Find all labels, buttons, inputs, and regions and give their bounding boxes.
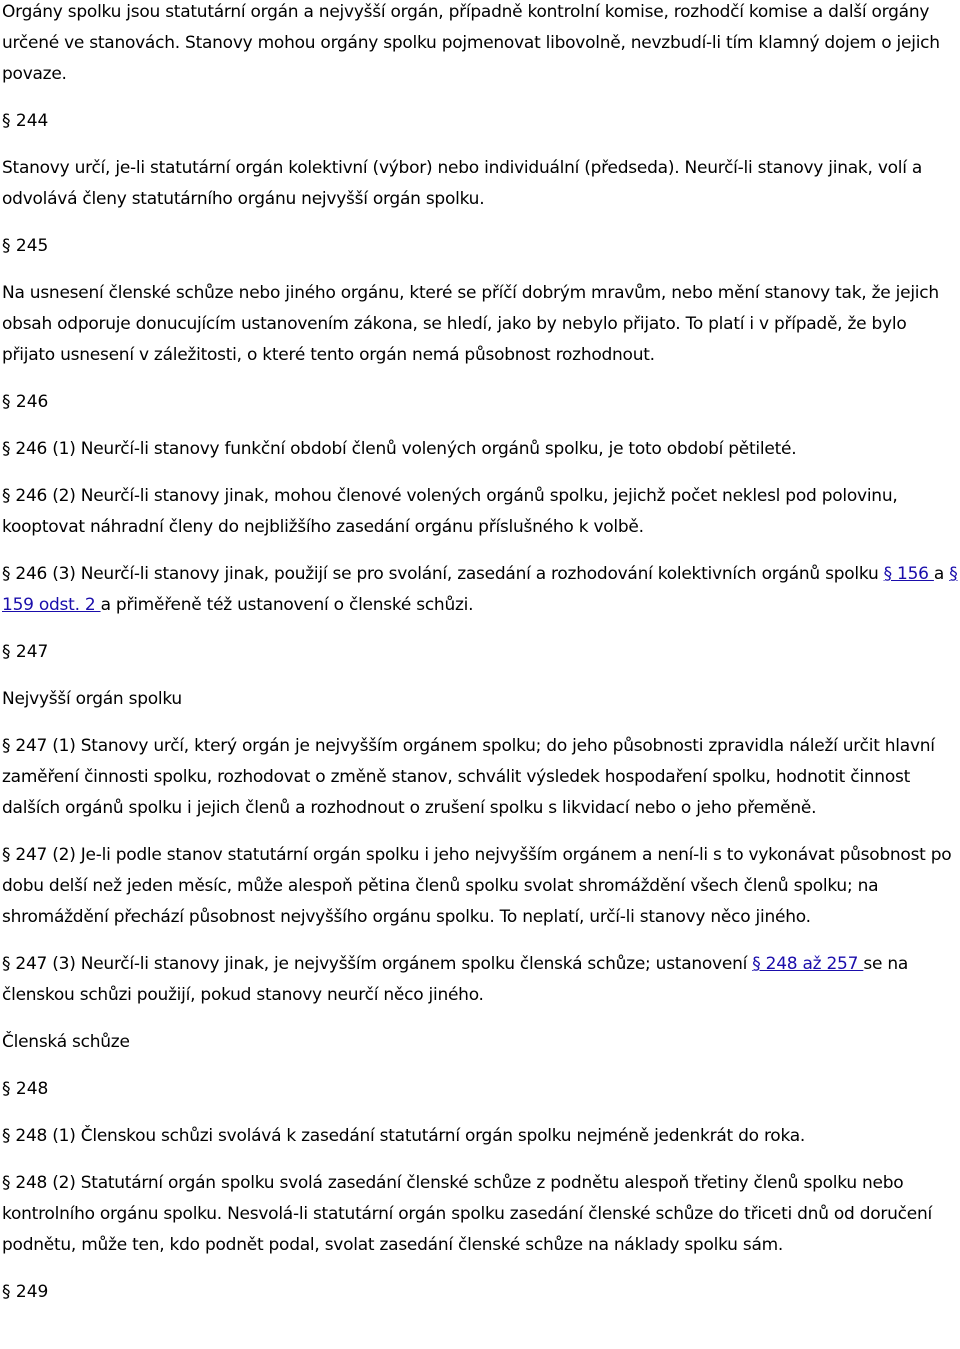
paragraph-247-2: § 247 (2) Je-li podle stanov statutární orgán spolku i jeho nejvyšším orgánem a není-li s to vykonávat působnost po dobu delší než jeden měsíc, může alespoň pětina členů spolku svolat shromáždění všech členů spolku; na shromáždění přechází působnost nejvyššího orgánu spolku. To neplatí, určí-li stanovy něco jiného. (2, 845, 952, 927)
paragraph-246-3 (2, 559, 958, 621)
paragraph-246-3-text-a: § 246 (3) Neurčí-li stanovy jinak, použijí se pro svolání, zasedání a rozhodování kolektivních orgánů spolku (2, 564, 884, 584)
paragraph-246-3-text-c: a přiměřeně též ustanovení o členské schůzi. (100, 595, 474, 615)
heading-clenska-schuze: Členská schůze (2, 1032, 130, 1052)
paragraph-246-3-text-b: a (933, 564, 950, 584)
paragraph-247-3-text-a: § 247 (3) Neurčí-li stanovy jinak, je nejvyšším orgánem spolku členská schůze; ustanovení (2, 954, 753, 974)
heading-nejvyssi-organ: Nejvyšší orgán spolku (2, 689, 182, 709)
section-heading-248: § 248 (2, 1079, 49, 1099)
paragraph-248-2: § 248 (2) Statutární orgán spolku svolá zasedání členské schůze z podnětu alespoň třetiny členů spolku nebo kontrolního orgánu spolku. Nesvolá-li statutární orgán spolku zasedání členské schůze do třiceti dnů od doručení podnětu, může ten, kdo podnět podal, svolat zasedání členské schůze na náklady spolku sám. (2, 1173, 932, 1255)
link-section-248-257[interactable]: § 248 až 257 (752, 954, 864, 974)
paragraph-248-1: § 248 (1) Členskou schůzi svolává k zasedání statutární orgán spolku nejméně jedenkrát do roka. (2, 1126, 806, 1146)
paragraph-247-3-text-b: se na členskou schůzi použijí, pokud stanovy neurčí něco jiného. (2, 954, 909, 1005)
paragraph-organs: Orgány spolku jsou statutární orgán a nejvyšší orgán, případně kontrolní komise, rozhodčí komise a další orgány určené ve stanovách. Stanovy mohou orgány spolku pojmenovat libovolně, nevzbudí-li tím klamný dojem o jejich povaze. (2, 2, 940, 84)
paragraph-246-2: § 246 (2) Neurčí-li stanovy jinak, mohou členové volených orgánů spolku, jejichž počet neklesl pod polovinu, kooptovat náhradní členy do nejbližšího zasedání orgánu příslušného k volbě. (2, 486, 898, 537)
section-heading-245: § 245 (2, 236, 49, 256)
paragraph-245: Na usnesení členské schůze nebo jiného orgánu, které se příčí dobrým mravům, nebo mění stanovy tak, že jejich obsah odporuje donucujícím ustanovením zákona, se hledí, jako by nebylo přijato. To platí i v případě, že bylo přijato usnesení v záležitosti, o které tento orgán nemá působnost rozhodnout. (2, 283, 939, 365)
paragraph-244: Stanovy určí, je-li statutární orgán kolektivní (výbor) nebo individuální (předseda). Neurčí-li stanovy jinak, volí a odvolává členy statutárního orgánu nejvyšší orgán spolku. (2, 158, 923, 209)
paragraph-247-1: § 247 (1) Stanovy určí, který orgán je nejvyšším orgánem spolku; do jeho působnosti zpravidla náleží určit hlavní zaměření činnosti spolku, rozhodovat o změně stanov, schválit výsledek hospodaření spolku, hodnotit činnost dalších orgánů spolku i jejich členů a rozhodnout o zrušení spolku s likvidací nebo o jeho přeměně. (2, 736, 935, 818)
section-heading-247: § 247 (2, 642, 49, 662)
link-section-159-2[interactable]: § 159 odst. 2 (2, 564, 958, 615)
section-heading-249: § 249 (2, 1282, 49, 1302)
paragraph-246-1: § 246 (1) Neurčí-li stanovy funkční období členů volených orgánů spolku, je toto období pětileté. (2, 439, 797, 459)
section-heading-244: § 244 (2, 111, 49, 131)
section-heading-246: § 246 (2, 392, 49, 412)
link-section-156[interactable]: § 156 (883, 564, 934, 584)
paragraph-247-3 (2, 949, 958, 1011)
